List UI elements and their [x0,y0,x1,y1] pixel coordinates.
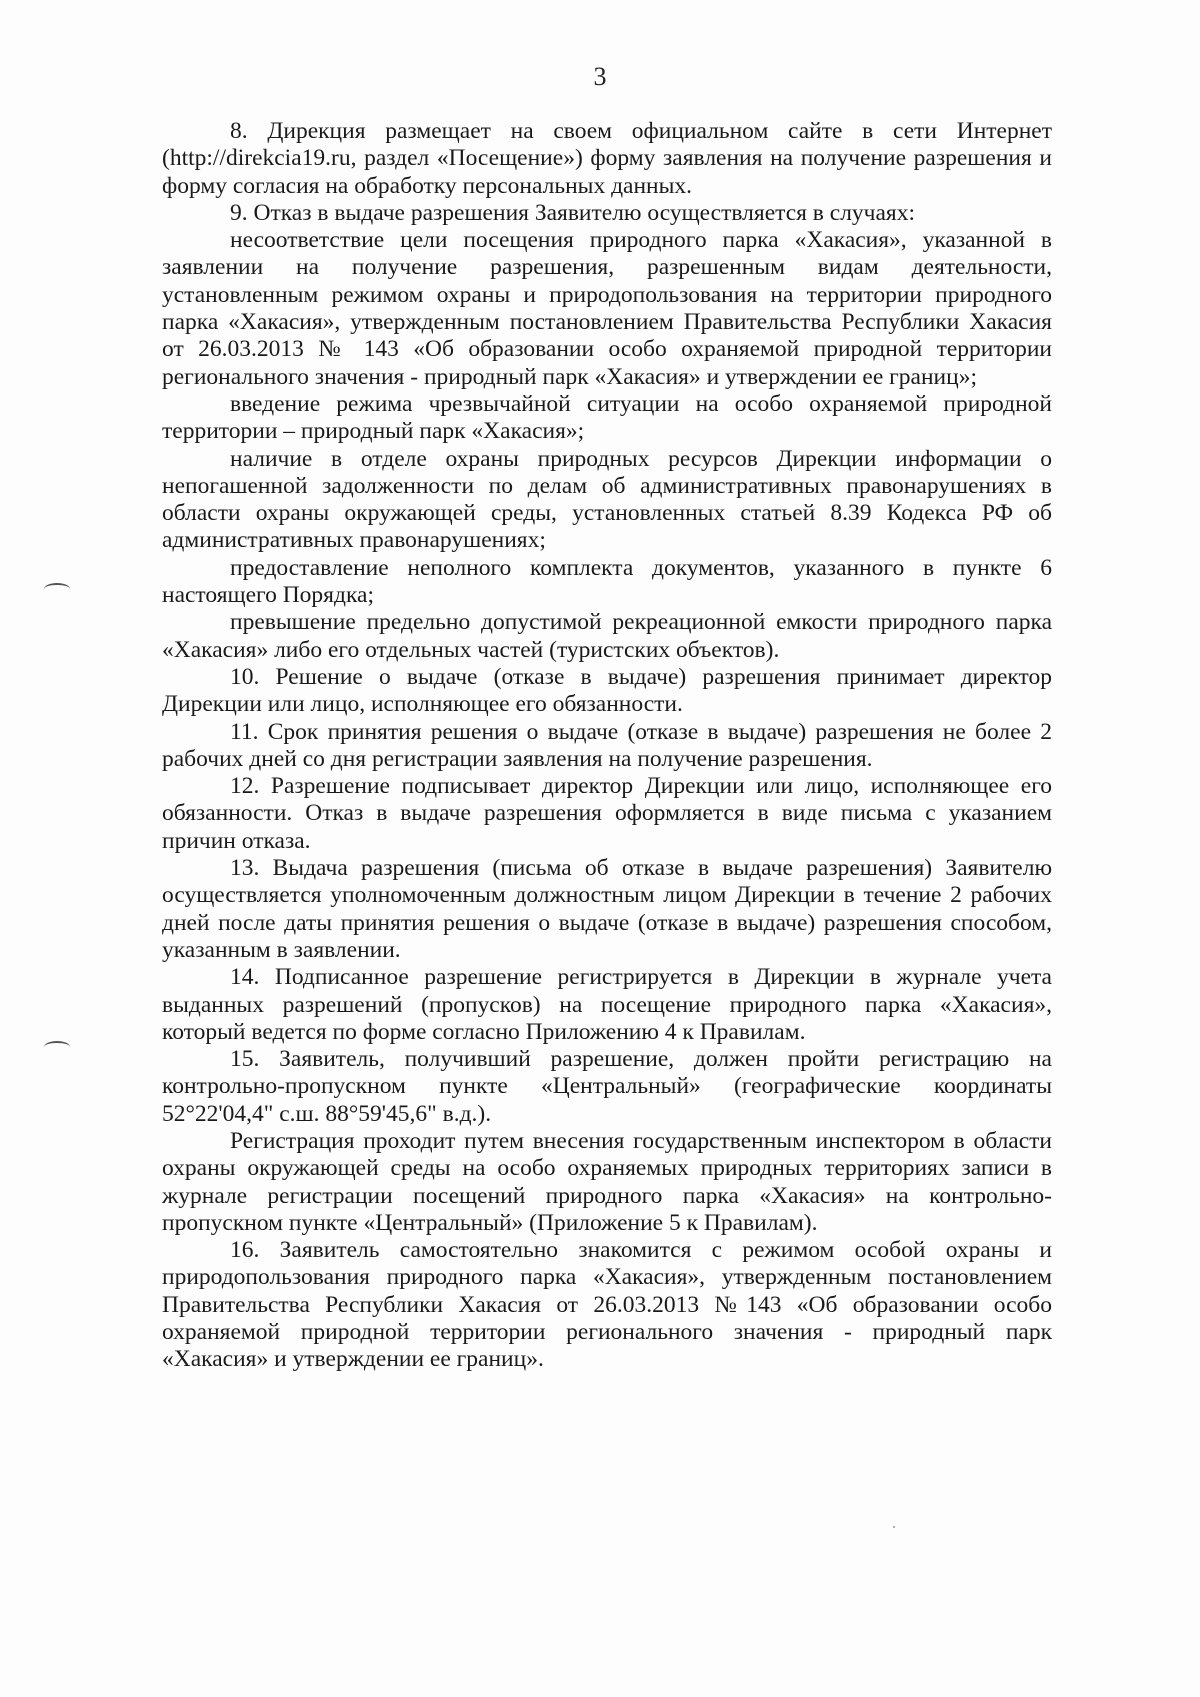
scan-speck [893,1526,895,1528]
paragraph-item-15: 15. Заявитель, получивший разрешение, должен пройти регистрацию на контрольно-пропускном пункте «Центральный» (географические координаты 52°22'04,4" с.ш. 88°59'45,6" в.д.). [162,1046,1052,1127]
page-number: 3 [593,62,607,91]
document-body [162,118,1052,1374]
paragraph-item-11: 11. Срок принятия решения о выдаче (отказе в выдаче) разрешения не более 2 рабочих дней со дня регистрации заявления на получение разрешения. [162,718,1052,772]
paragraph-item-12: 12. Разрешение подписывает директор Дирекции или лицо, исполняющее его обязанности. Отказ в выдаче разрешения оформляется в виде письма с указанием причин отказа. [162,773,1052,854]
paragraph-refusal-reason-2: введение режима чрезвычайной ситуации на особо охраняемой природной территории – природный парк «Хакасия»; [162,390,1052,445]
paragraph-item-8: 8. Дирекция размещает на своем официальном сайте в сети Интернет (http://direkcia19.ru, раздел «Посещение») форму заявления на получение разрешения и форму согласия на обработку персональных данных. [162,118,1052,199]
paragraph-refusal-reason-4: предоставление неполного комплекта документов, указанного в пункте 6 настоящего Порядка; [162,554,1052,609]
paragraph-refusal-reason-5: превышение предельно допустимой рекреационной емкости природного парка «Хакасия» либо его отдельных частей (туристских объектов). [162,609,1052,663]
paragraph-refusal-reason-3: наличие в отделе охраны природных ресурсов Дирекции информации о непогашенной задолженности по делам об административных правонарушениях в области охраны окружающей среды, установленных статьей 8.39 Кодекса РФ об административных правонарушениях; [162,445,1052,554]
paragraph-item-9: 9. Отказ в выдаче разрешения Заявителю осуществляется в случаях: [230,199,916,226]
paragraph-refusal-reason-1: несоответствие цели посещения природного парка «Хакасия», указанной в заявлении на получение разрешения, разрешенным видам деятельности, установленным режимом охраны и природопользования на территории природного парка «Хакасия», утвержденным постановлением Правительства Республики Хакасия от 26.03.2013 № 143 «Об образовании особо охраняемой природной территории регионального значения - природный парк «Хакасия» и утверждении ее границ»; [162,227,1052,390]
paragraph-item-14: 14. Подписанное разрешение регистрируется в Дирекции в журнале учета выданных разрешений (пропусков) на посещение природного парка «Хакасия», который ведется по форме согласно Приложению 4 к Правилам. [162,964,1052,1045]
paragraph-registration: Регистрация проходит путем внесения государственным инспектором в области охраны окружающей среды на особо охраняемых природных территориях записи в журнале регистрации посещений природного парка «Хакасия» на контрольно-пропускном пункте «Центральный» (Приложение 5 к Правилам). [162,1127,1052,1236]
paragraph-item-13: 13. Выдача разрешения (письма об отказе в выдаче разрешения) Заявителю осуществляется уполномоченным должностным лицом Дирекции в течение 2 рабочих дней после даты принятия решения о выдаче (отказе в выдаче) разрешения способом, указанным в заявлении. [162,855,1052,963]
paragraph-item-10: 10. Решение о выдаче (отказе в выдаче) разрешения принимает директор Дирекции или лицо, исполняющее его обязанности. [162,663,1052,718]
paragraph-item-16: 16. Заявитель самостоятельно знакомится с режимом особой охраны и природопользования природного парка «Хакасия», утвержденным постановлением Правительства Республики Хакасия от 26.03.2013 №143 «Об образовании особо охраняемой природной территории регионального значения - природный парк «Хакасия» и утверждении ее границ». [162,1237,1052,1373]
binder-hole-mark [44,583,70,595]
binder-hole-mark [44,1041,70,1053]
